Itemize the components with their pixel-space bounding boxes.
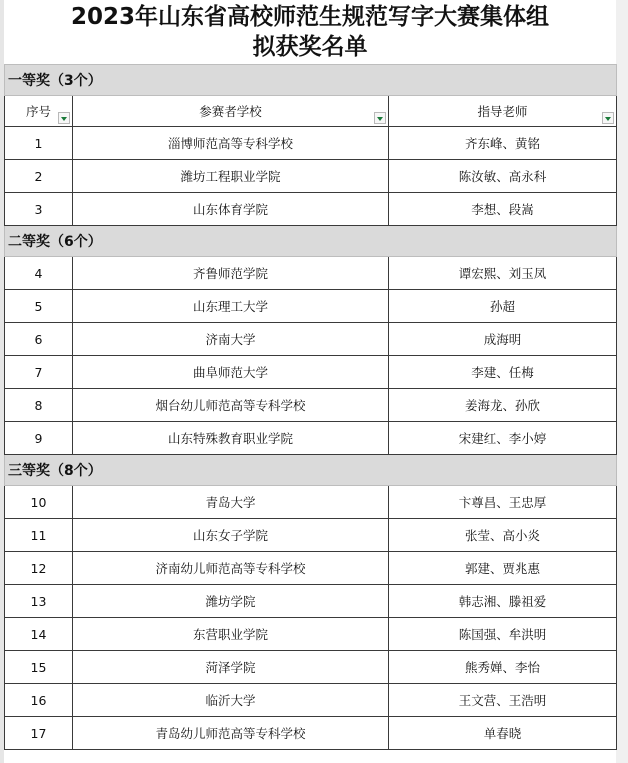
header-no[interactable] — [5, 96, 73, 127]
cell-school[interactable]: 山东特殊教育职业学院 — [73, 422, 389, 455]
cell-school[interactable]: 济南幼儿师范高等专科学校 — [73, 552, 389, 585]
table-row — [5, 389, 617, 422]
cell-school[interactable]: 山东体育学院 — [73, 193, 389, 226]
table-row — [5, 127, 617, 160]
cell-teacher[interactable]: 陈国强、牟洪明 — [389, 618, 617, 651]
table-row — [5, 160, 617, 193]
table-row — [5, 717, 617, 750]
header-teacher-label: 指导老师 — [477, 104, 528, 119]
cell-school[interactable]: 淄博师范高等专科学校 — [73, 127, 389, 160]
cell-teacher[interactable]: 李想、段嵩 — [389, 193, 617, 226]
header-row — [5, 96, 617, 127]
section-row — [5, 65, 617, 96]
cell-school[interactable]: 菏泽学院 — [73, 651, 389, 684]
cell-teacher[interactable]: 姜海龙、孙欣 — [389, 389, 617, 422]
cell-school[interactable]: 临沂大学 — [73, 684, 389, 717]
cell-no[interactable]: 1 — [5, 127, 73, 160]
header-teacher[interactable] — [389, 96, 617, 127]
table-row — [5, 684, 617, 717]
cell-teacher[interactable]: 陈汝敏、高永科 — [389, 160, 617, 193]
section-row — [5, 226, 617, 257]
table-row — [5, 323, 617, 356]
cell-no[interactable]: 7 — [5, 356, 73, 389]
filter-dropdown-icon[interactable] — [58, 112, 70, 124]
cell-no[interactable]: 9 — [5, 422, 73, 455]
cell-teacher[interactable]: 韩志湘、滕祖爱 — [389, 585, 617, 618]
cell-no[interactable]: 2 — [5, 160, 73, 193]
cell-no[interactable]: 3 — [5, 193, 73, 226]
cell-teacher[interactable]: 李建、任梅 — [389, 356, 617, 389]
cell-no[interactable]: 6 — [5, 323, 73, 356]
cell-school[interactable]: 烟台幼儿师范高等专科学校 — [73, 389, 389, 422]
table-row — [5, 519, 617, 552]
table-row — [5, 585, 617, 618]
cell-school[interactable]: 青岛大学 — [73, 486, 389, 519]
section-label: 二等奖（6个） — [5, 226, 617, 257]
cell-school[interactable]: 青岛幼儿师范高等专科学校 — [73, 717, 389, 750]
cell-teacher[interactable]: 单春晓 — [389, 717, 617, 750]
table-row — [5, 486, 617, 519]
cell-school[interactable]: 山东理工大学 — [73, 290, 389, 323]
cell-no[interactable]: 12 — [5, 552, 73, 585]
cell-no[interactable]: 17 — [5, 717, 73, 750]
table-row — [5, 552, 617, 585]
cell-teacher[interactable]: 熊秀婵、李怡 — [389, 651, 617, 684]
cell-teacher[interactable]: 张莹、高小炎 — [389, 519, 617, 552]
table-row — [5, 290, 617, 323]
cell-no[interactable]: 11 — [5, 519, 73, 552]
cell-no[interactable]: 13 — [5, 585, 73, 618]
table-row — [5, 651, 617, 684]
title-line-2: 拟获奖名单 — [252, 34, 368, 60]
vertical-scrollbar[interactable] — [616, 0, 628, 763]
cell-school[interactable]: 东营职业学院 — [73, 618, 389, 651]
cell-no[interactable]: 14 — [5, 618, 73, 651]
table-row — [5, 257, 617, 290]
header-no-label: 序号 — [25, 104, 51, 119]
table-row — [5, 193, 617, 226]
cell-no[interactable]: 15 — [5, 651, 73, 684]
cell-teacher[interactable]: 齐东峰、黄铭 — [389, 127, 617, 160]
section-label: 一等奖（3个） — [5, 65, 617, 96]
cell-no[interactable]: 16 — [5, 684, 73, 717]
cell-teacher[interactable]: 郭建、贾兆惠 — [389, 552, 617, 585]
cell-no[interactable]: 8 — [5, 389, 73, 422]
cell-school[interactable]: 潍坊工程职业学院 — [73, 160, 389, 193]
section-label: 三等奖（8个） — [5, 455, 617, 486]
cell-teacher[interactable]: 宋建红、李小婷 — [389, 422, 617, 455]
table-row — [5, 422, 617, 455]
cell-no[interactable]: 5 — [5, 290, 73, 323]
title-line-1: 2023年山东省高校师范生规范写字大赛集体组 — [70, 4, 549, 30]
filter-dropdown-icon[interactable] — [374, 112, 386, 124]
table-row — [5, 618, 617, 651]
cell-teacher[interactable]: 王文营、王浩明 — [389, 684, 617, 717]
section-row — [5, 455, 617, 486]
cell-teacher[interactable]: 成海明 — [389, 323, 617, 356]
award-table — [4, 64, 617, 750]
cell-school[interactable]: 山东女子学院 — [73, 519, 389, 552]
header-school-label: 参赛者学校 — [199, 104, 262, 119]
header-school[interactable] — [73, 96, 389, 127]
cell-teacher[interactable]: 谭宏熙、刘玉凤 — [389, 257, 617, 290]
page-title — [4, 0, 616, 67]
cell-school[interactable]: 潍坊学院 — [73, 585, 389, 618]
cell-teacher[interactable]: 孙超 — [389, 290, 617, 323]
cell-teacher[interactable]: 卞尊昌、王忠厚 — [389, 486, 617, 519]
filter-dropdown-icon[interactable] — [602, 112, 614, 124]
table-row — [5, 356, 617, 389]
cell-school[interactable]: 曲阜师范大学 — [73, 356, 389, 389]
cell-no[interactable]: 10 — [5, 486, 73, 519]
cell-school[interactable]: 济南大学 — [73, 323, 389, 356]
cell-school[interactable]: 齐鲁师范学院 — [73, 257, 389, 290]
cell-no[interactable]: 4 — [5, 257, 73, 290]
